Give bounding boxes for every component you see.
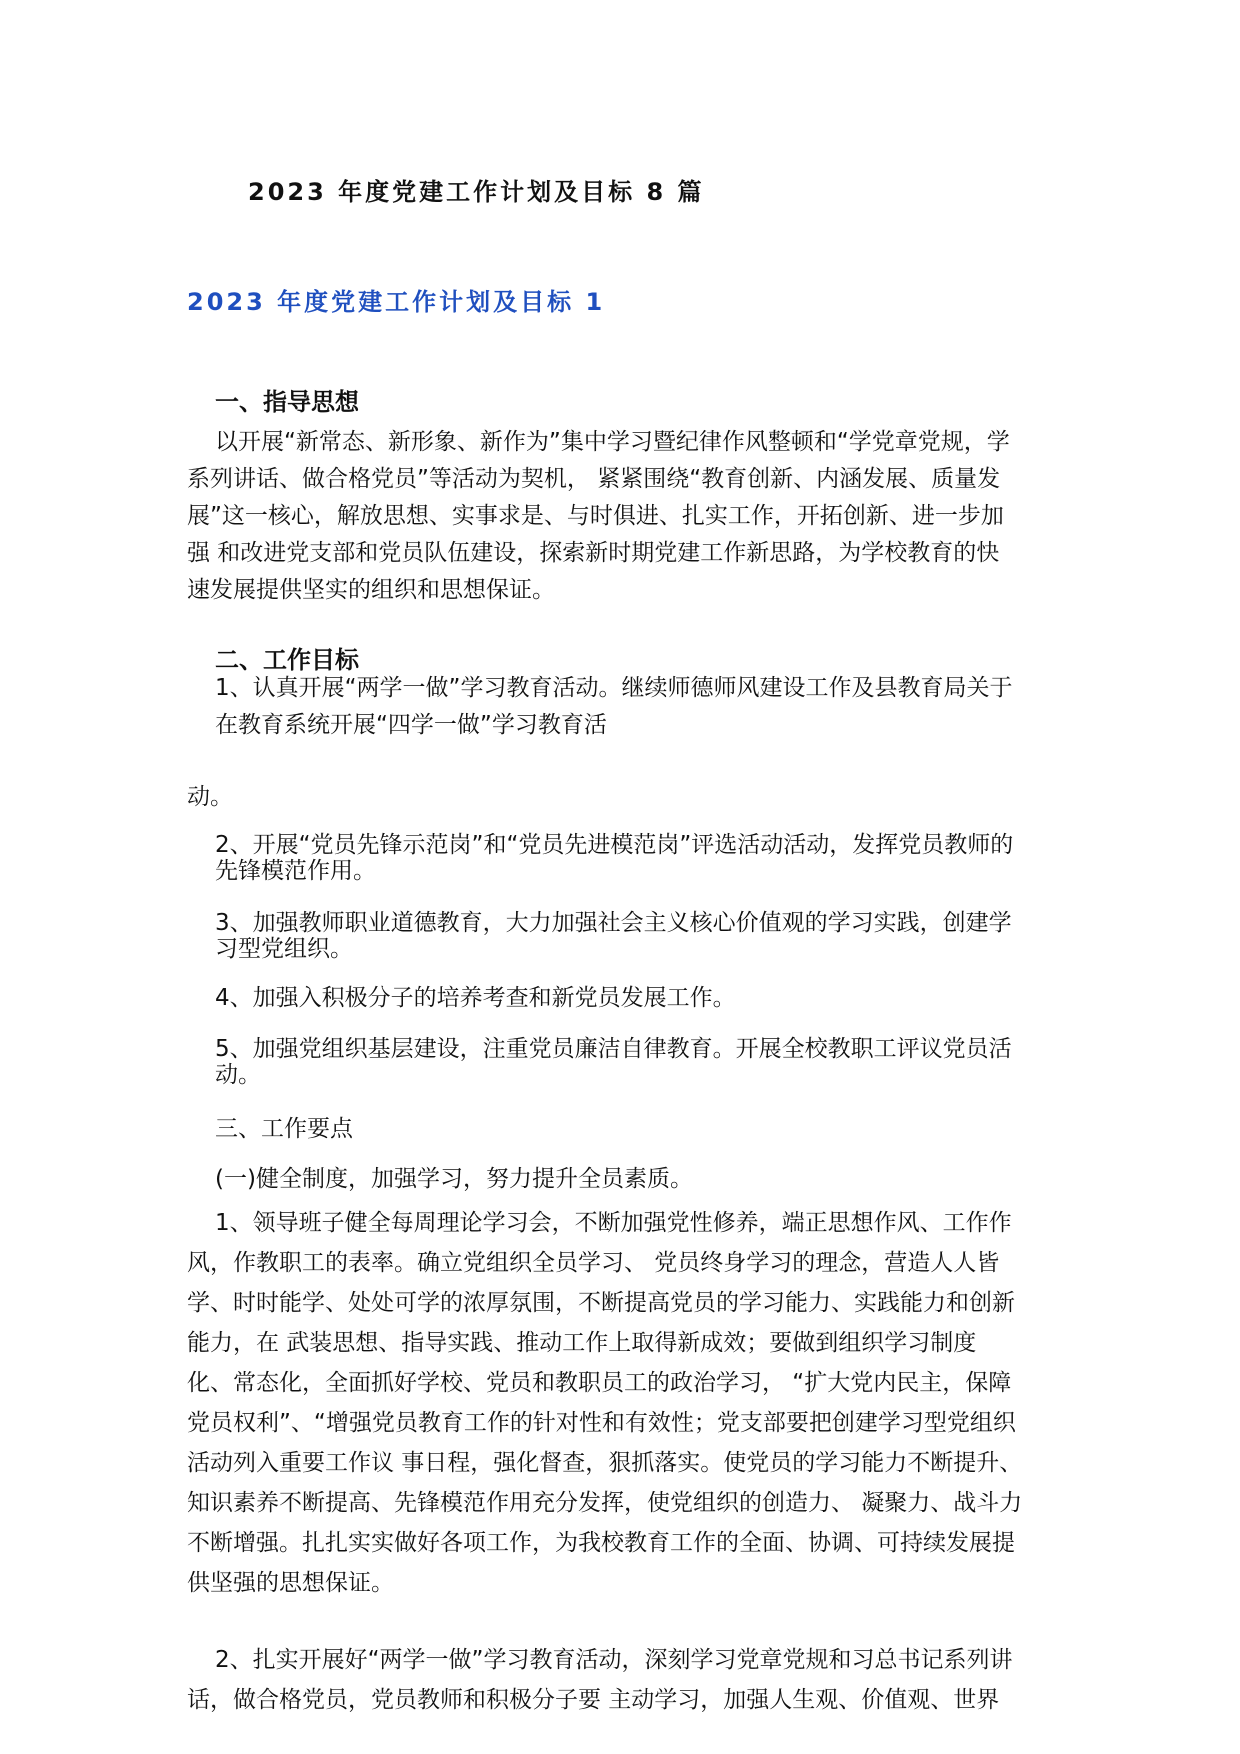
- text-line: 化、常态化，全面抓好学校、党员和教职员工的政治学习， “扩大党内民主，保障: [187, 1370, 1012, 1396]
- goal-item-2: [215, 832, 1075, 884]
- text-line: 知识素养不断提高、先锋模范作用充分发挥，使党组织的创造力、 凝聚力、战斗力: [187, 1490, 1023, 1516]
- paragraph-point-1: [187, 1203, 1067, 1603]
- text-line: 以开展“新常态、新形象、新作为”集中学习暨纪律作风整顿和“学党章党规，学: [215, 429, 1010, 455]
- heading-work-goals: 二、工作目标: [215, 646, 359, 674]
- text-line: 3、加强教师职业道德教育，大力加强社会主义核心价值观的学习实践，创建学: [215, 910, 1012, 936]
- text-line: 党员权利”、“增强党员教育工作的针对性和有效性；党支部要把创建学习型党组织: [187, 1410, 1016, 1436]
- paragraph-guiding-ideology: [187, 424, 1067, 609]
- heading-work-points: 三、工作要点: [215, 1116, 353, 1142]
- goal-item-5: [215, 1036, 1075, 1088]
- goal-item-1: [215, 670, 1095, 744]
- text-line: 供坚强的思想保证。: [187, 1570, 394, 1596]
- text-line: 学、时时能学、处处可学的浓厚氛围，不断提高党员的学习能力、实践能力和创新: [187, 1290, 1015, 1316]
- goal-item-1-tail: 动。: [187, 784, 233, 810]
- text-line: 风，作教职工的表率。确立党组织全员学习、 党员终身学习的理念，营造人人皆: [187, 1250, 1000, 1276]
- goal-item-4: 4、加强入积极分子的培养考查和新党员发展工作。: [215, 985, 736, 1011]
- text-line: 活动列入重要工作议 事日程，强化督查，狠抓落实。使党员的学习能力不断提升、: [187, 1450, 1023, 1476]
- text-line: 系列讲话、做合格党员”等活动为契机， 紧紧围绕“教育创新、内涵发展、质量发: [187, 466, 1001, 492]
- paragraph-point-2: [187, 1640, 1067, 1720]
- subheading-system-learning: (一)健全制度，加强学习，努力提升全员素质。: [215, 1166, 693, 1192]
- text-line: 先锋模范作用。: [215, 858, 376, 884]
- text-line: 强 和改进党支部和党员队伍建设，探索新时期党建工作新思路，为学校教育的快: [187, 540, 1000, 566]
- text-line: 在教育系统开展“四学一做”学习教育活: [215, 712, 607, 738]
- text-line: 不断增强。扎扎实实做好各项工作，为我校教育工作的全面、协调、可持续发展提: [187, 1530, 1015, 1556]
- text-line: 展”这一核心，解放思想、实事求是、与时俱进、扎实工作，开拓创新、进一步加: [187, 503, 1004, 529]
- text-line: 5、加强党组织基层建设，注重党员廉洁自律教育。开展全校教职工评议党员活: [215, 1036, 1012, 1062]
- section-title-1: 2023 年度党建工作计划及目标 1: [187, 288, 606, 316]
- text-line: 2、开展“党员先锋示范岗”和“党员先进模范岗”评选活动活动，发挥党员教师的: [215, 832, 1014, 858]
- text-line: 能力，在 武装思想、指导实践、推动工作上取得新成效；要做到组织学习制度: [187, 1330, 977, 1356]
- text-line: 习型党组织。: [215, 936, 353, 962]
- text-line: 2、扎实开展好“两学一做”学习教育活动，深刻学习党章党规和习总书记系列讲: [215, 1647, 1013, 1673]
- text-line: 1、认真开展“两学一做”学习教育活动。继续师德师风建设工作及县教育局关于: [215, 675, 1013, 701]
- goal-item-3: [215, 910, 1075, 962]
- text-line: 1、领导班子健全每周理论学习会，不断加强党性修养，端正思想作风、工作作: [215, 1210, 1012, 1236]
- text-line: 动。: [215, 1062, 261, 1088]
- text-line: 速发展提供坚实的组织和思想保证。: [187, 577, 555, 603]
- heading-guiding-ideology: 一、指导思想: [215, 388, 359, 416]
- document-title: 2023 年度党建工作计划及目标 8 篇: [248, 178, 705, 206]
- text-line: 话，做合格党员，党员教师和积极分子要 主动学习，加强人生观、价值观、世界: [187, 1687, 1000, 1713]
